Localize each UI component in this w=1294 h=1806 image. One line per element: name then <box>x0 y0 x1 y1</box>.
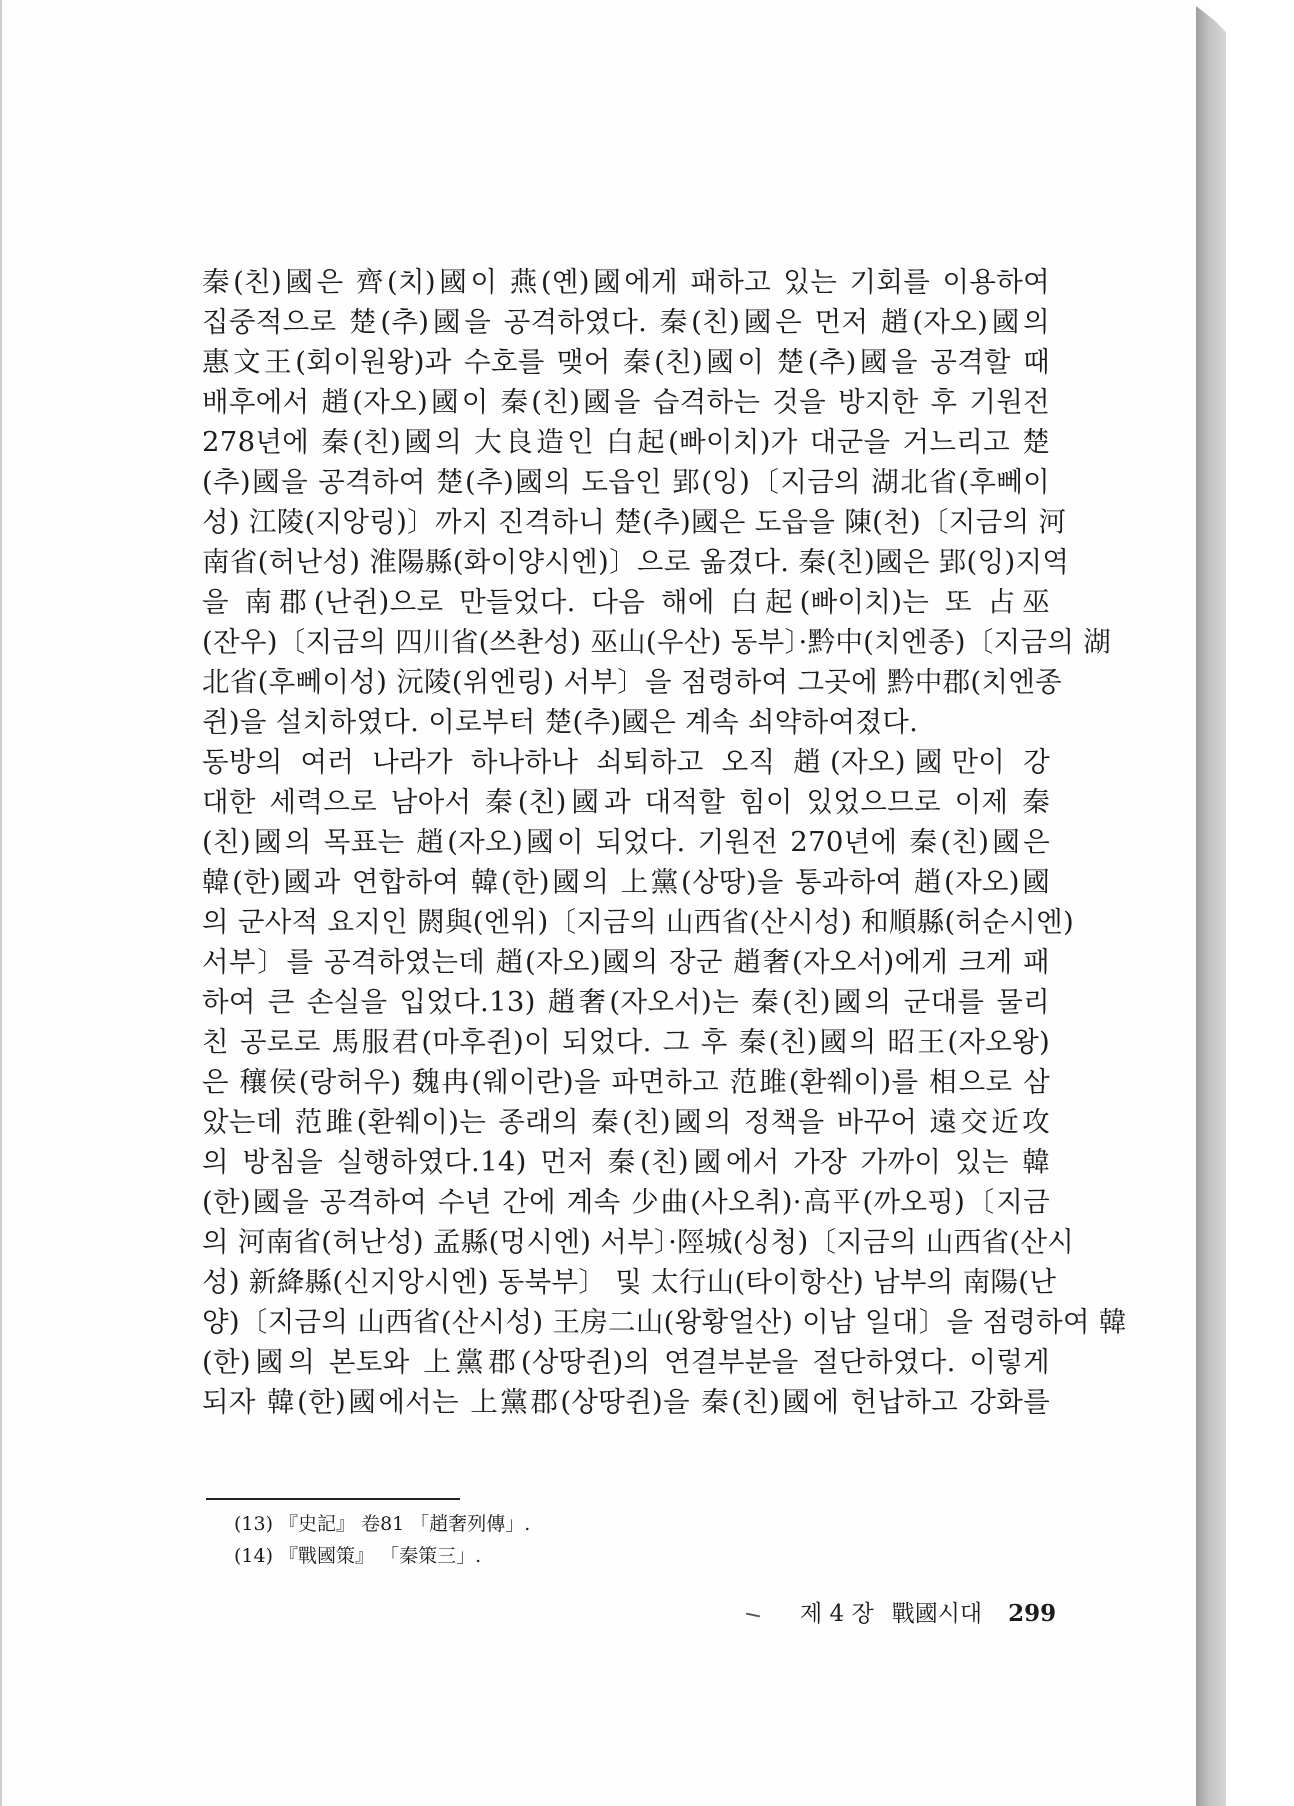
text-line: 은 穰侯(랑허우) 魏冉(웨이란)을 파면하고 范雎(환쒜이)를 相으로 삼 <box>202 1066 1050 1098</box>
text-line: 의 방침을 실행하였다.14) 먼저 秦(친)國에서 가장 가까이 있는 韓 <box>202 1146 1050 1178</box>
text-line: (친)國의 목표는 趙(자오)國이 되었다. 기원전 270년에 秦(친)國은 <box>202 826 1050 858</box>
page-edge-shadow <box>1196 6 1226 1806</box>
print-mark <box>746 1613 760 1618</box>
text-line: 성) 江陵(지앙링)〕까지 진격하니 楚(추)國은 도읍을 陳(천)〔지금의 河 <box>202 506 1067 538</box>
page-number: 299 <box>1008 1600 1057 1627</box>
chapter-label: 제 4 장 <box>800 1601 874 1627</box>
text-line: 을 南郡(난쥔)으로 만들었다. 다음 해에 白起(빠이치)는 또 占巫 <box>202 586 1050 618</box>
text-line: 되자 韓(한)國에서는 上黨郡(상땅쥔)을 秦(친)國에 헌납하고 강화를 <box>202 1386 1050 1418</box>
text-line: 의 河南省(허난성) 孟縣(멍시엔) 서부〕·陘城(싱청)〔지금의 山西省(산시 <box>202 1226 1075 1258</box>
text-line: 秦(친)國은 齊(치)國이 燕(옌)國에게 패하고 있는 기회를 이용하여 <box>202 266 1050 298</box>
text-line: (추)國을 공격하여 楚(추)國의 도읍인 郢(잉)〔지금의 湖北省(후뻬이 <box>202 466 1050 498</box>
text-line: 서부〕를 공격하였는데 趙(자오)國의 장군 趙奢(자오서)에게 크게 패 <box>202 946 1050 978</box>
chapter-title: 戰國시대 <box>891 1601 983 1627</box>
text-line: 하여 큰 손실을 입었다.13) 趙奢(자오서)는 秦(친)國의 군대를 물리 <box>202 986 1050 1018</box>
text-line: (한)國을 공격하여 수년 간에 계속 少曲(사오취)·高平(까오핑)〔지금 <box>202 1186 1050 1218</box>
text-line: 韓(한)國과 연합하여 韓(한)國의 上黨(상땅)을 통과하여 趙(자오)國 <box>202 866 1050 898</box>
text-line: 南省(허난성) 淮陽縣(화이양시엔)〕으로 옮겼다. 秦(친)國은 郢(잉)지역 <box>202 546 1070 578</box>
text-line: 北省(후뻬이성) 沅陵(위엔링) 서부〕을 점령하여 그곳에 黔中郡(치엔종 <box>202 666 1063 698</box>
text-line: 278년에 秦(친)國의 大良造인 白起(빠이치)가 대군을 거느리고 楚 <box>202 426 1050 458</box>
text-line: 양)〔지금의 山西省(산시성) 王房二山(왕황얼산) 이남 일대〕을 점령하여 韓 <box>202 1306 1127 1338</box>
footnote-divider <box>206 1498 460 1500</box>
text-line: 의 군사적 요지인 閼與(엔위)〔지금의 山西省(산시성) 和順縣(허순시엔) <box>202 906 1075 938</box>
page-footer <box>800 1595 1056 1628</box>
text-line: 성) 新絳縣(신지앙시엔) 동북부〕 및 太行山(타이항산) 남부의 南陽(난 <box>202 1266 1057 1298</box>
footnotes <box>234 1508 530 1572</box>
text-line: 친 공로로 馬服君(마후쥔)이 되었다. 그 후 秦(친)國의 昭王(자오왕) <box>202 1026 1050 1058</box>
text-line: 동방의 여러 나라가 하나하나 쇠퇴하고 오직 趙(자오)國만이 강 <box>202 746 1050 778</box>
footnote-14: (14) 『戰國策』 「秦策三」. <box>234 1545 482 1567</box>
text-line: (잔우)〔지금의 四川省(쓰촨성) 巫山(우산) 동부〕·黔中(치엔종)〔지금의 湖 <box>202 626 1112 658</box>
text-line: 대한 세력으로 남아서 秦(친)國과 대적할 힘이 있었으므로 이제 秦 <box>202 786 1050 818</box>
body-text <box>202 262 1127 1422</box>
footnote-13: (13) 『史記』 卷81 「趙奢列傳」. <box>234 1513 531 1535</box>
text-line: (한)國의 본토와 上黨郡(상땅쥔)의 연결부분을 절단하였다. 이렇게 <box>202 1346 1050 1378</box>
text-line: 惠文王(회이원왕)과 수호를 맺어 秦(친)國이 楚(추)國을 공격할 때 <box>202 346 1050 378</box>
text-line: 집중적으로 楚(추)國을 공격하였다. 秦(친)國은 먼저 趙(자오)國의 <box>202 306 1050 338</box>
text-line: 쥔)을 설치하였다. 이로부터 楚(추)國은 계속 쇠약하여졌다. <box>202 706 919 738</box>
text-line: 았는데 范雎(환쒜이)는 종래의 秦(친)國의 정책을 바꾸어 遠交近攻 <box>202 1106 1050 1138</box>
text-line: 배후에서 趙(자오)國이 秦(친)國을 습격하는 것을 방지한 후 기원전 <box>202 386 1050 418</box>
